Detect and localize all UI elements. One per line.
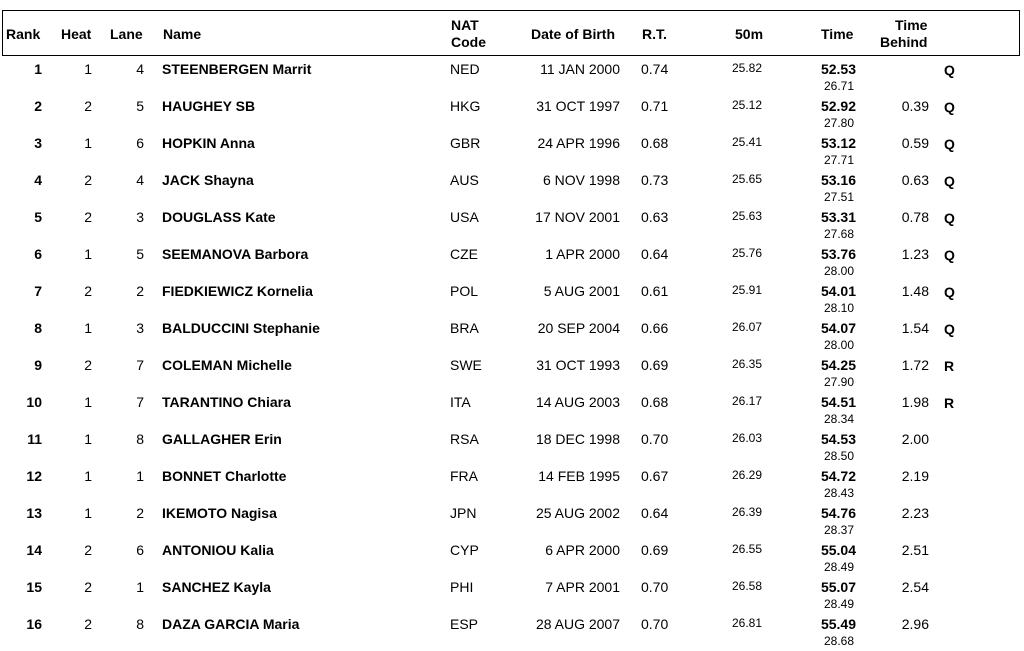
table-row: [0, 281, 1024, 318]
heat-cell: 1: [84, 394, 92, 410]
reaction-time: 0.63: [641, 209, 669, 225]
swimmer-name: BALDUCCINI Stephanie: [162, 320, 320, 336]
second-split: 26.71: [823, 79, 854, 93]
final-time: 55.07: [820, 579, 856, 595]
qualification-mark: R: [944, 395, 955, 411]
heat-cell: 2: [84, 98, 92, 114]
nat-code: ITA: [450, 394, 471, 410]
lane-cell: 4: [136, 172, 144, 188]
rank-cell: 4: [34, 172, 42, 188]
split-50m: 26.58: [731, 579, 762, 593]
results-table-header: [2, 10, 1020, 56]
split-50m: 26.55: [731, 542, 762, 556]
date-of-birth: 31 OCT 1993: [536, 357, 620, 373]
time-behind: 1.98: [901, 394, 929, 410]
rank-cell: 15: [26, 579, 42, 595]
rank-cell: 10: [26, 394, 42, 410]
nat-code: BRA: [450, 320, 479, 336]
second-split: 27.68: [823, 227, 854, 241]
heat-cell: 1: [84, 505, 92, 521]
reaction-time: 0.68: [641, 394, 669, 410]
rank-cell: 12: [26, 468, 42, 484]
header-reaction-time: R.T.: [642, 26, 667, 42]
heat-cell: 2: [84, 616, 92, 632]
swimmer-name: SEEMANOVA Barbora: [162, 246, 309, 262]
lane-cell: 2: [136, 283, 144, 299]
lane-cell: 7: [136, 394, 144, 410]
heat-cell: 1: [84, 246, 92, 262]
split-50m: 26.81: [731, 616, 762, 630]
date-of-birth: 5 AUG 2001: [543, 283, 620, 299]
final-time: 55.49: [820, 616, 856, 632]
swimmer-name: COLEMAN Michelle: [162, 357, 292, 373]
reaction-time: 0.70: [641, 616, 669, 632]
heat-cell: 1: [84, 61, 92, 77]
split-50m: 26.35: [731, 357, 762, 371]
final-time: 54.51: [820, 394, 856, 410]
rank-cell: 5: [34, 209, 42, 225]
heat-cell: 2: [84, 283, 92, 299]
lane-cell: 8: [136, 431, 144, 447]
lane-cell: 1: [136, 579, 144, 595]
lane-cell: 3: [136, 209, 144, 225]
table-row: [0, 429, 1024, 466]
second-split: 28.49: [823, 597, 854, 611]
split-50m: 25.82: [731, 61, 762, 75]
table-row: [0, 96, 1024, 133]
second-split: 28.00: [823, 264, 854, 278]
split-50m: 26.39: [731, 505, 762, 519]
swimmer-name: HOPKIN Anna: [162, 135, 255, 151]
lane-cell: 2: [136, 505, 144, 521]
reaction-time: 0.64: [641, 246, 669, 262]
table-row: [0, 133, 1024, 170]
split-50m: 25.91: [731, 283, 762, 297]
qualification-mark: Q: [944, 136, 955, 152]
heat-cell: 1: [84, 468, 92, 484]
rank-cell: 1: [34, 61, 42, 77]
nat-code: PHI: [450, 579, 474, 595]
header-time-behind-line1: Time: [895, 17, 928, 33]
date-of-birth: 7 APR 2001: [545, 579, 620, 595]
table-row: [0, 503, 1024, 540]
time-behind: 2.19: [901, 468, 929, 484]
nat-code: HKG: [450, 98, 481, 114]
final-time: 55.04: [820, 542, 856, 558]
nat-code: USA: [450, 209, 479, 225]
header-nat-code-line1: NAT: [451, 17, 479, 33]
split-50m: 25.12: [731, 98, 762, 112]
second-split: 27.51: [823, 190, 854, 204]
lane-cell: 8: [136, 616, 144, 632]
final-time: 52.53: [820, 61, 856, 77]
reaction-time: 0.67: [641, 468, 669, 484]
date-of-birth: 6 APR 2000: [545, 542, 620, 558]
reaction-time: 0.68: [641, 135, 669, 151]
qualification-mark: Q: [944, 247, 955, 263]
date-of-birth: 1 APR 2000: [545, 246, 620, 262]
time-behind: 2.51: [901, 542, 929, 558]
swimmer-name: DOUGLASS Kate: [162, 209, 276, 225]
final-time: 53.16: [820, 172, 856, 188]
date-of-birth: 24 APR 1996: [537, 135, 620, 151]
nat-code: POL: [450, 283, 479, 299]
heat-cell: 1: [84, 320, 92, 336]
date-of-birth: 20 SEP 2004: [537, 320, 620, 336]
nat-code: CZE: [450, 246, 478, 262]
time-behind: 1.54: [901, 320, 929, 336]
qualification-mark: Q: [944, 99, 955, 115]
swimmer-name: FIEDKIEWICZ Kornelia: [162, 283, 313, 299]
date-of-birth: 31 OCT 1997: [536, 98, 620, 114]
nat-code: ESP: [450, 616, 479, 632]
qualification-mark: Q: [944, 321, 955, 337]
swimmer-name: JACK Shayna: [162, 172, 254, 188]
final-time: 52.92: [820, 98, 856, 114]
lane-cell: 7: [136, 357, 144, 373]
lane-cell: 1: [136, 468, 144, 484]
rank-cell: 14: [26, 542, 42, 558]
header-time-behind-line2: Behind: [880, 34, 928, 50]
date-of-birth: 25 AUG 2002: [535, 505, 620, 521]
split-50m: 25.76: [731, 246, 762, 260]
second-split: 28.50: [823, 449, 854, 463]
header-rank: Rank: [6, 26, 41, 42]
date-of-birth: 14 AUG 2003: [535, 394, 620, 410]
lane-cell: 6: [136, 542, 144, 558]
table-row: [0, 355, 1024, 392]
reaction-time: 0.61: [641, 283, 669, 299]
header-lane: Lane: [110, 26, 143, 42]
date-of-birth: 11 JAN 2000: [540, 61, 620, 77]
reaction-time: 0.69: [641, 357, 669, 373]
table-row: [0, 59, 1024, 96]
second-split: 27.71: [823, 153, 854, 167]
second-split: 28.43: [823, 486, 854, 500]
final-time: 54.25: [820, 357, 856, 373]
lane-cell: 6: [136, 135, 144, 151]
second-split: 27.80: [823, 116, 854, 130]
time-behind: 1.48: [901, 283, 929, 299]
second-split: 28.49: [823, 560, 854, 574]
time-behind: 2.54: [901, 579, 929, 595]
time-behind: 0.63: [901, 172, 929, 188]
heat-cell: 2: [84, 172, 92, 188]
heat-cell: 2: [84, 209, 92, 225]
nat-code: CYP: [450, 542, 479, 558]
split-50m: 26.17: [731, 394, 762, 408]
swimmer-name: BONNET Charlotte: [162, 468, 287, 484]
second-split: 28.10: [823, 301, 854, 315]
date-of-birth: 14 FEB 1995: [538, 468, 620, 484]
table-row: [0, 170, 1024, 207]
nat-code: GBR: [450, 135, 481, 151]
table-row: [0, 207, 1024, 244]
second-split: 27.90: [823, 375, 854, 389]
header-nat-code-line2: Code: [451, 34, 486, 50]
rank-cell: 16: [26, 616, 42, 632]
lane-cell: 5: [136, 246, 144, 262]
final-time: 53.76: [820, 246, 856, 262]
split-50m: 26.03: [731, 431, 762, 445]
header-name: Name: [163, 26, 202, 42]
reaction-time: 0.64: [641, 505, 669, 521]
swimmer-name: STEENBERGEN Marrit: [162, 61, 312, 77]
split-50m: 25.41: [731, 135, 762, 149]
reaction-time: 0.73: [641, 172, 669, 188]
rank-cell: 3: [34, 135, 42, 151]
nat-code: RSA: [450, 431, 479, 447]
qualification-mark: Q: [944, 284, 955, 300]
header-heat: Heat: [61, 26, 92, 42]
time-behind: 1.72: [901, 357, 929, 373]
rank-cell: 9: [34, 357, 42, 373]
swimmer-name: TARANTINO Chiara: [162, 394, 291, 410]
heat-cell: 1: [84, 431, 92, 447]
nat-code: AUS: [450, 172, 479, 188]
time-behind: 2.00: [901, 431, 929, 447]
qualification-mark: Q: [944, 62, 955, 78]
date-of-birth: 6 NOV 1998: [542, 172, 620, 188]
heat-cell: 2: [84, 579, 92, 595]
final-time: 53.31: [820, 209, 856, 225]
lane-cell: 4: [136, 61, 144, 77]
date-of-birth: 18 DEC 1998: [535, 431, 620, 447]
split-50m: 26.07: [731, 320, 762, 334]
final-time: 54.07: [820, 320, 856, 336]
time-behind: 0.39: [901, 98, 929, 114]
table-row: [0, 466, 1024, 503]
split-50m: 25.65: [731, 172, 762, 186]
swimmer-name: DAZA GARCIA Maria: [162, 616, 300, 632]
reaction-time: 0.66: [641, 320, 669, 336]
swimmer-name: GALLAGHER Erin: [162, 431, 282, 447]
table-row: [0, 318, 1024, 355]
header-split-50m: 50m: [735, 26, 764, 42]
lane-cell: 3: [136, 320, 144, 336]
heat-cell: 1: [84, 135, 92, 151]
final-time: 53.12: [820, 135, 856, 151]
lane-cell: 5: [136, 98, 144, 114]
reaction-time: 0.69: [641, 542, 669, 558]
nat-code: JPN: [450, 505, 477, 521]
table-row: [0, 244, 1024, 281]
final-time: 54.01: [820, 283, 856, 299]
rank-cell: 7: [34, 283, 42, 299]
second-split: 28.34: [823, 412, 854, 426]
swimmer-name: ANTONIOU Kalia: [162, 542, 274, 558]
split-50m: 25.63: [731, 209, 762, 223]
time-behind: 2.23: [901, 505, 929, 521]
rank-cell: 2: [34, 98, 42, 114]
second-split: 28.37: [823, 523, 854, 537]
table-row: [0, 577, 1024, 614]
swimmer-name: HAUGHEY SB: [162, 98, 256, 114]
final-time: 54.72: [820, 468, 856, 484]
reaction-time: 0.70: [641, 431, 669, 447]
swimmer-name: SANCHEZ Kayla: [162, 579, 271, 595]
nat-code: FRA: [450, 468, 478, 484]
rank-cell: 11: [27, 431, 42, 447]
nat-code: SWE: [450, 357, 482, 373]
nat-code: NED: [450, 61, 480, 77]
reaction-time: 0.74: [641, 61, 669, 77]
header-date-of-birth: Date of Birth: [531, 26, 615, 42]
rank-cell: 13: [26, 505, 42, 521]
reaction-time: 0.71: [641, 98, 669, 114]
rank-cell: 6: [34, 246, 42, 262]
heat-cell: 2: [84, 357, 92, 373]
rank-cell: 8: [34, 320, 42, 336]
qualification-mark: Q: [944, 173, 955, 189]
qualification-mark: R: [944, 358, 955, 374]
time-behind: 0.59: [901, 135, 929, 151]
table-row: [0, 540, 1024, 577]
time-behind: 2.96: [901, 616, 929, 632]
date-of-birth: 17 NOV 2001: [535, 209, 620, 225]
table-row: [0, 392, 1024, 429]
swimmer-name: IKEMOTO Nagisa: [162, 505, 277, 521]
table-row: [0, 614, 1024, 651]
reaction-time: 0.70: [641, 579, 669, 595]
split-50m: 26.29: [731, 468, 762, 482]
second-split: 28.68: [823, 634, 854, 648]
time-behind: 1.23: [901, 246, 929, 262]
final-time: 54.53: [820, 431, 856, 447]
header-time: Time: [821, 26, 854, 42]
qualification-mark: Q: [944, 210, 955, 226]
second-split: 28.00: [823, 338, 854, 352]
date-of-birth: 28 AUG 2007: [535, 616, 620, 632]
time-behind: 0.78: [901, 209, 929, 225]
heat-cell: 2: [84, 542, 92, 558]
final-time: 54.76: [820, 505, 856, 521]
